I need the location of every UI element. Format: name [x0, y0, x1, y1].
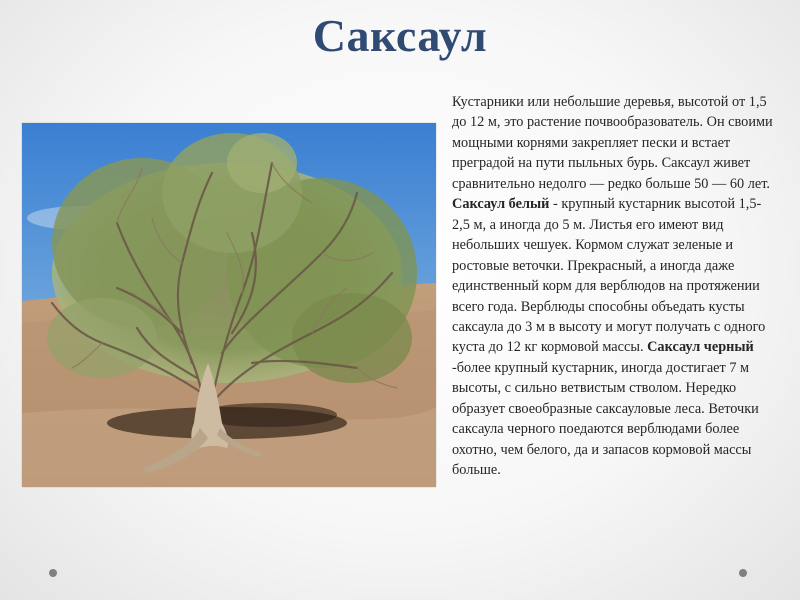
white-saxaul-term: Саксаул белый — [452, 196, 550, 213]
description-text — [452, 92, 778, 481]
saxaul-photo — [22, 123, 436, 487]
bullet-dot-right — [739, 569, 747, 577]
black-saxaul-term: Саксаул черный — [647, 339, 754, 356]
black-saxaul-description: -более крупный кустарник, иногда достигает 7 м высоты, с сильно ветвистым стволом. Нередко образует своеобразные саксауловые леса. Веточки саксаула черного поедаются верблюдами более охотно, чем белого, да и запасов кормовой массы больше. — [452, 359, 759, 479]
intro-paragraph: Кустарники или небольшие деревья, высотой от 1,5 до 12 м, это растение почвообразователь. Он своими мощными корнями закрепляет пески и встает преградой на пути пыльных бурь. Саксаул живет сравнительно недолго — редко больше 50 — 60 лет. — [452, 94, 773, 192]
slide-title: Саксаул — [312, 10, 488, 61]
white-saxaul-description: - крупный кустарник высотой 1,5-2,5 м, а иногда до 5 м. Листья его имеют вид небольших чешуек. Кормом служат зеленые и ростовые веточки. Прекрасный, а иногда даже единственный корм для верблюдов на протяжении всего года. Верблюды способны объедать кусты саксаула до 3 м в высоту и могут получать с одного куста до 12 кг кормовой массы. — [452, 196, 766, 356]
bullet-dot-left — [49, 569, 57, 577]
